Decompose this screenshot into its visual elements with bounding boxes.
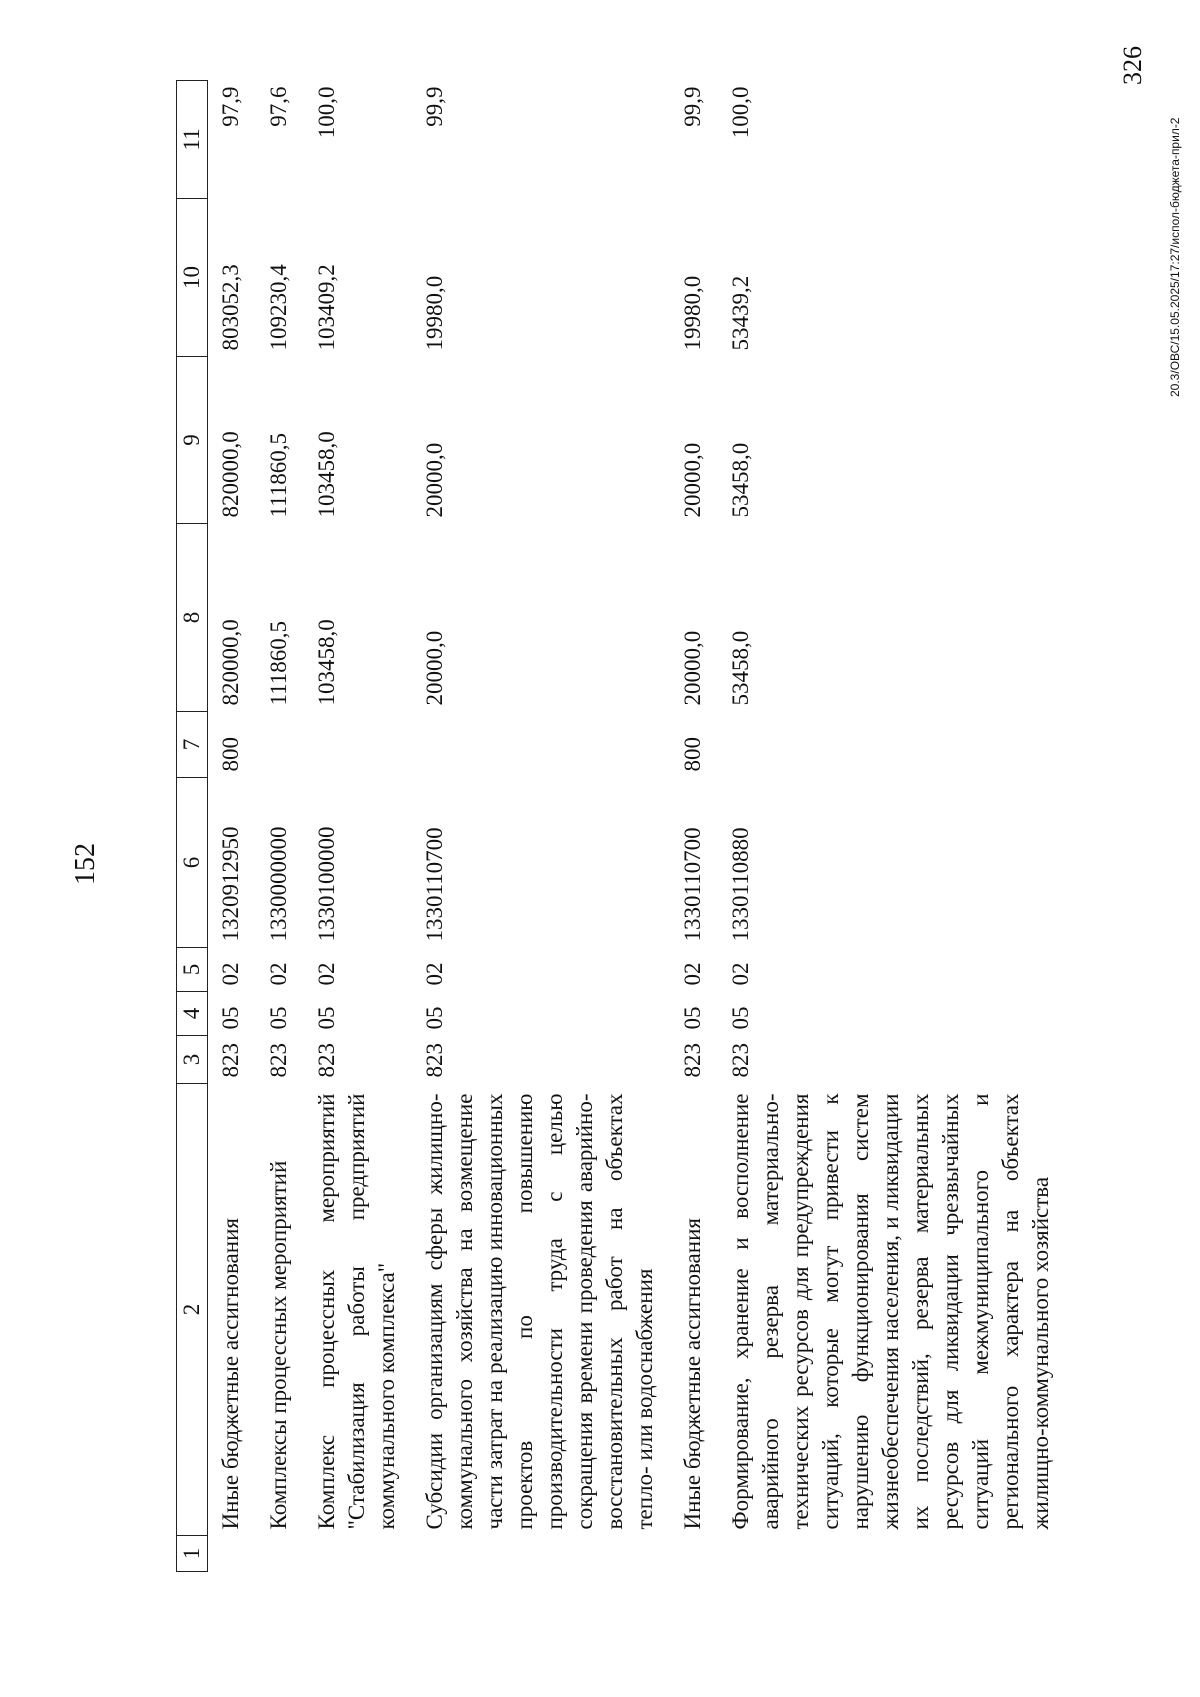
cell-ministry: 823 — [422, 1043, 447, 1078]
cell-col8: 20000,0 — [422, 630, 447, 706]
cell-percent: 97,9 — [218, 86, 243, 127]
table-row — [670, 81, 718, 1572]
cell-col1 — [208, 1536, 257, 1572]
cell-subsection: 02 — [218, 962, 243, 986]
column-header: 5 — [177, 948, 208, 992]
cell-subsection: 02 — [266, 962, 291, 986]
cell-ministry: 823 — [266, 1043, 291, 1078]
cell-col9: 20000,0 — [680, 442, 705, 518]
cell-percent: 100,0 — [314, 86, 339, 139]
cell-expense-type — [718, 712, 1066, 778]
column-header: 10 — [177, 199, 208, 357]
cell-col1 — [412, 1536, 670, 1572]
column-header: 11 — [177, 81, 208, 199]
cell-section: 05 — [314, 1006, 339, 1030]
cell-percent: 99,9 — [422, 86, 447, 127]
cell-col10: 19980,0 — [422, 275, 447, 351]
column-header: 9 — [177, 357, 208, 524]
cell-target-article: 1330110700 — [680, 827, 705, 942]
cell-section: 05 — [728, 1006, 753, 1030]
cell-col8: 111860,5 — [266, 620, 291, 706]
cell-expense-type: 800 — [218, 737, 243, 772]
cell-col9: 820000,0 — [218, 431, 243, 518]
cell-col10: 803052,3 — [218, 264, 243, 351]
table-row — [304, 81, 412, 1572]
cell-percent: 99,9 — [680, 86, 705, 127]
cell-col8: 103458,0 — [314, 619, 339, 706]
cell-percent: 97,6 — [266, 86, 291, 127]
budget-table — [176, 80, 1066, 1572]
cell-name: Субсидии организациям сферы жилищно-коммунального хозяйства на возмещение части затрат на реализацию инновационных проектов по повышению производительности труда с целью сокращения времени проведения аварийно-восстановительных работ на объектах тепло- или водоснабжения — [422, 1093, 657, 1530]
page-number: 152 — [70, 843, 101, 885]
table-row — [208, 81, 257, 1572]
cell-expense-type — [304, 712, 412, 778]
cell-target-article: 1330110700 — [422, 827, 447, 942]
cell-col10: 103409,2 — [314, 264, 339, 351]
cell-subsection: 02 — [314, 962, 339, 986]
table-row — [412, 81, 670, 1572]
cell-section: 05 — [680, 1006, 705, 1030]
sheet-number: 326 — [1118, 46, 1147, 85]
cell-col9: 111860,5 — [266, 432, 291, 518]
table-header-row — [177, 81, 208, 1572]
cell-ministry: 823 — [218, 1043, 243, 1078]
cell-target-article: 1330000000 — [266, 826, 291, 942]
cell-expense-type — [256, 712, 304, 778]
document-path: 20.3/ОВС/15.05.2025/17:27/испол-бюджета-прил-2 — [1168, 117, 1182, 397]
column-header: 8 — [177, 524, 208, 712]
cell-percent: 100,0 — [728, 86, 753, 139]
column-header: 7 — [177, 712, 208, 778]
cell-target-article: 1330110880 — [728, 827, 753, 942]
cell-col9: 20000,0 — [422, 442, 447, 518]
cell-ministry: 823 — [728, 1043, 753, 1078]
cell-ministry: 823 — [680, 1043, 705, 1078]
cell-expense-type: 800 — [680, 737, 705, 772]
cell-col1 — [718, 1536, 1066, 1572]
cell-col10: 109230,4 — [266, 264, 291, 351]
cell-col10: 53439,2 — [728, 275, 753, 351]
cell-section: 05 — [266, 1006, 291, 1030]
cell-col8: 20000,0 — [680, 630, 705, 706]
cell-col8: 53458,0 — [728, 630, 753, 706]
cell-col1 — [256, 1536, 304, 1572]
cell-col9: 53458,0 — [728, 442, 753, 518]
column-header: 4 — [177, 992, 208, 1036]
cell-name: Иные бюджетные ассигнования — [680, 1218, 705, 1530]
cell-ministry: 823 — [314, 1043, 339, 1078]
cell-col1 — [304, 1536, 412, 1572]
cell-subsection: 02 — [422, 962, 447, 986]
table-row — [256, 81, 304, 1572]
column-header: 1 — [177, 1536, 208, 1572]
cell-name: Комплексы процессных мероприятий — [266, 1160, 291, 1530]
cell-col9: 103458,0 — [314, 431, 339, 518]
cell-col10: 19980,0 — [680, 275, 705, 351]
cell-col8: 820000,0 — [218, 619, 243, 706]
cell-subsection: 02 — [728, 962, 753, 986]
cell-section: 05 — [218, 1006, 243, 1030]
column-header: 6 — [177, 778, 208, 948]
cell-section: 05 — [422, 1006, 447, 1030]
cell-name: Формирование, хранение и восполнение аварийного резерва материально-технических ресурсов для предупреждения ситуаций, которые могут привести к нарушению функционирования систем жизнеобеспечения населения, и ликвидации их последствий, резерва материальных ресурсов для ликвидации чрезвычайных ситуаций межмуниципального и регионального характера на объектах жилищно-коммунального хозяйства — [728, 1093, 1053, 1530]
cell-name: Комплекс процессных мероприятий "Стабилизация работы предприятий коммунального комплекса" — [314, 1093, 399, 1530]
cell-target-article: 1330100000 — [314, 826, 339, 942]
cell-expense-type — [412, 712, 670, 778]
table-row — [718, 81, 1066, 1572]
column-header: 3 — [177, 1036, 208, 1084]
cell-target-article: 1320912950 — [218, 826, 243, 942]
cell-name: Иные бюджетные ассигнования — [218, 1218, 243, 1530]
cell-subsection: 02 — [680, 962, 705, 986]
cell-col1 — [670, 1536, 718, 1572]
column-header: 2 — [177, 1084, 208, 1536]
